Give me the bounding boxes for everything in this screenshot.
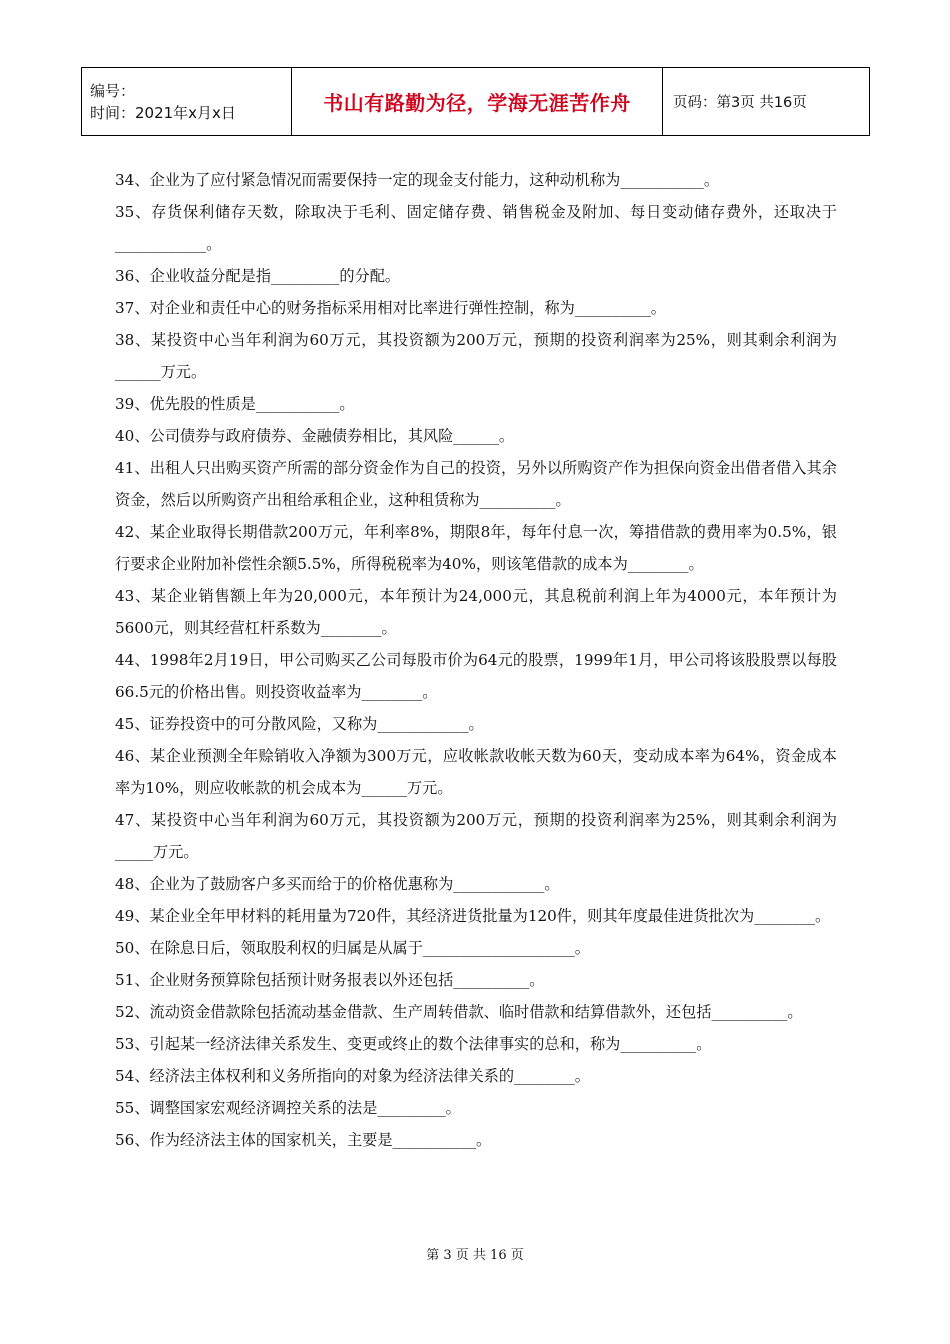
question-item: 48、企业为了鼓励客户多买而给于的价格优惠称为____________。 <box>115 875 560 893</box>
header-motto: 书山有路勤为径，学海无涯苦作舟 <box>292 68 663 136</box>
question-item: 41、出租人只出购买资产所需的部分资金作为自己的投资，另外以所购资产作为担保向资金出借者借入其余资金，然后以所购资产出租给承租企业，这种租赁称为__________。 <box>115 459 837 509</box>
question-item: 43、某企业销售额上年为20,000元，本年预计为24,000元，其息税前利润上年为4000元，本年预计为5600元，则其经营杠杆系数为________。 <box>115 587 837 637</box>
document-date: 时间：2021年x月x日 <box>90 103 236 122</box>
question-item: 51、企业财务预算除包括预计财务报表以外还包括__________。 <box>115 971 545 989</box>
question-item: 55、调整国家宏观经济调控关系的法是_________。 <box>115 1099 461 1117</box>
document-number: 编号： <box>90 81 136 100</box>
question-item: 52、流动资金借款除包括流动基金借款、生产周转借款、临时借款和结算借款外，还包括__________。 <box>115 1003 803 1021</box>
question-item: 36、企业收益分配是指_________的分配。 <box>115 267 401 285</box>
question-item: 40、公司债券与政府债券、金融债券相比，其风险______。 <box>115 427 515 445</box>
question-item: 37、对企业和责任中心的财务指标采用相对比率进行弹性控制，称为__________。 <box>115 299 666 317</box>
header-info-cell <box>82 68 292 136</box>
question-item: 49、某企业全年甲材料的耗用量为720件，其经济进货批量为120件，则其年度最佳进货批次为________。 <box>115 907 831 925</box>
page-footer: 第 3 页 共 16 页 <box>426 1248 524 1263</box>
question-item: 53、引起某一经济法律关系发生、变更或终止的数个法律事实的总和，称为__________。 <box>115 1035 712 1053</box>
question-item: 34、企业为了应付紧急情况而需要保持一定的现金支付能力，这种动机称为___________。 <box>115 171 720 189</box>
question-item: 45、证券投资中的可分散风险，又称为____________。 <box>115 715 484 733</box>
question-item: 56、作为经济法主体的国家机关，主要是___________。 <box>115 1131 492 1149</box>
question-item: 54、经济法主体权利和义务所指向的对象为经济法律关系的________。 <box>115 1067 590 1085</box>
header-page-number: 页码：第3页 共16页 <box>663 68 870 136</box>
question-item: 42、某企业取得长期借款200万元，年利率8%，期限8年，每年付息一次，筹措借款的费用率为0.5%，银行要求企业附加补偿性余额5.5%，所得税税率为40%，则该笔借款的成本为________。 <box>115 523 837 573</box>
question-item: 46、某企业预测全年赊销收入净额为300万元，应收帐款收帐天数为60天，变动成本率为64%，资金成本率为10%，则应收帐款的机会成本为______万元。 <box>115 747 837 797</box>
question-item: 44、1998年2月19日，甲公司购买乙公司每股市价为64元的股票，1999年1月，甲公司将该股股票以每股66.5元的价格出售。则投资收益率为________。 <box>115 651 837 701</box>
question-list <box>115 164 837 1156</box>
question-item: 35、存货保利储存天数，除取决于毛利、固定储存费、销售税金及附加、每日变动储存费外，还取决于____________。 <box>115 203 837 253</box>
question-item: 39、优先股的性质是___________。 <box>115 395 355 413</box>
question-item: 38、某投资中心当年利润为60万元，其投资额为200万元，预期的投资利润率为25%，则其剩余利润为______万元。 <box>115 331 837 381</box>
question-item: 50、在除息日后，领取股利权的归属是从属于____________________。 <box>115 939 590 957</box>
question-item: 47、某投资中心当年利润为60万元，其投资额为200万元，预期的投资利润率为25%，则其剩余利润为_____万元。 <box>115 811 837 861</box>
header-table <box>81 67 870 136</box>
